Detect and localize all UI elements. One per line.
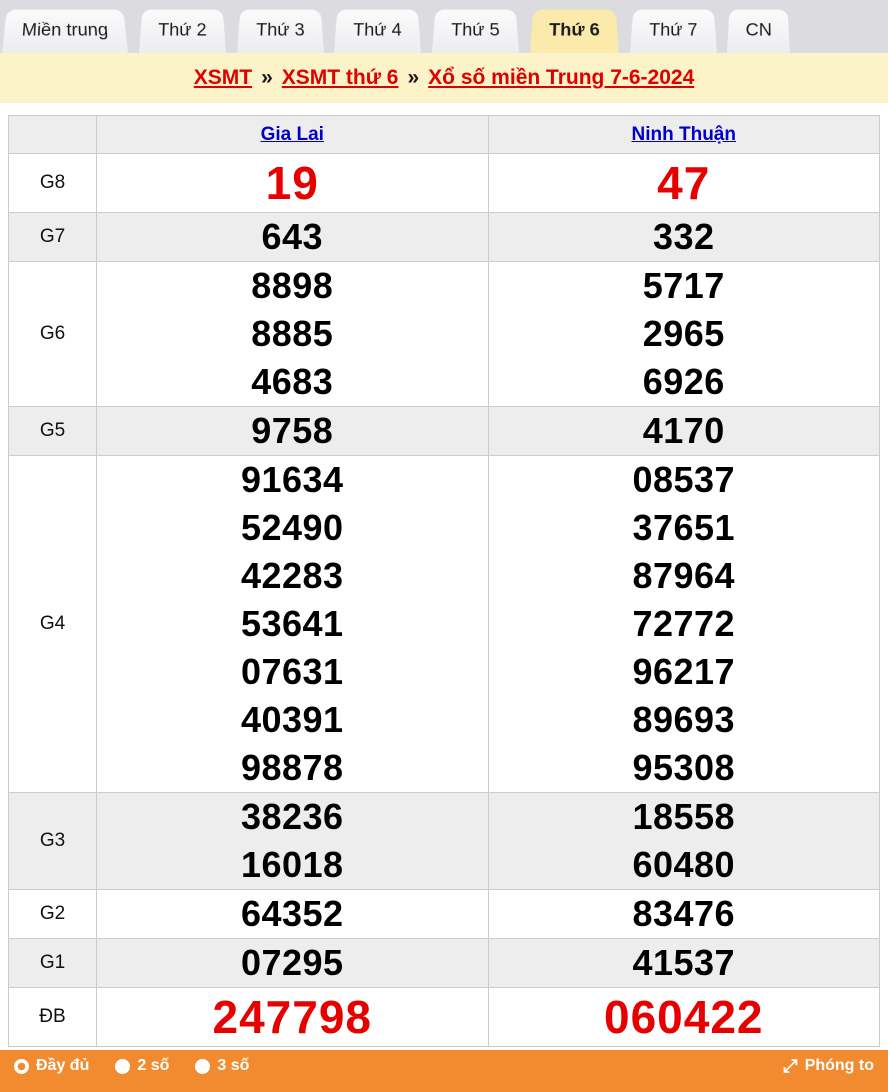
prize-number: 95308	[632, 747, 736, 788]
breadcrumb-link-xsmt[interactable]: XSMT	[193, 66, 253, 89]
prize-cell-g7-ninh-thuan	[488, 213, 880, 261]
prize-number: 643	[261, 216, 324, 257]
results-table	[8, 115, 880, 1047]
prize-cell-g5-gia-lai	[96, 407, 488, 455]
prize-cell-g1-ninh-thuan	[488, 939, 880, 987]
display-option-label: 3 số	[217, 1057, 250, 1074]
breadcrumb	[0, 53, 888, 103]
prize-number: 47	[657, 157, 711, 209]
zoom-button[interactable]	[783, 1057, 874, 1075]
prize-cell-g3-ninh-thuan	[488, 793, 880, 889]
prize-number: 332	[652, 216, 715, 257]
prize-number: 64352	[240, 893, 344, 934]
prize-number: 060422	[604, 991, 764, 1043]
table-header-row	[9, 116, 879, 153]
prize-row-g2	[9, 889, 879, 938]
prize-label: G2	[39, 903, 66, 924]
prize-cell-g5-ninh-thuan	[488, 407, 880, 455]
prize-cell-g2-ninh-thuan	[488, 890, 880, 938]
prize-row-g7	[9, 212, 879, 261]
prize-number: 8885	[251, 313, 334, 354]
radio-icon	[14, 1059, 29, 1074]
prize-number: 07631	[240, 651, 344, 692]
display-option-label: 2 số	[137, 1057, 170, 1074]
prize-cell-g8-gia-lai	[96, 154, 488, 212]
province-link-gia-lai[interactable]: Gia Lai	[260, 123, 324, 145]
prize-number: 72772	[632, 603, 736, 644]
prize-number: 83476	[632, 893, 736, 934]
prize-number: 6926	[642, 361, 725, 402]
prize-label: G1	[39, 952, 66, 973]
breadcrumb-separator: »	[407, 66, 420, 89]
expand-icon: ⤢	[783, 1055, 798, 1076]
tab-cn[interactable]: CN	[727, 10, 790, 53]
prize-label: G8	[39, 172, 66, 193]
prize-number: 4170	[642, 410, 725, 451]
footer-bar	[0, 1050, 888, 1092]
prize-label: G7	[39, 226, 66, 247]
tab-thu-7[interactable]: Thứ 7	[630, 10, 717, 53]
prize-cell-g4-gia-lai	[96, 456, 488, 792]
prize-number: 53641	[240, 603, 344, 644]
prize-number: 89693	[632, 699, 736, 740]
prize-number: 91634	[240, 459, 344, 500]
prize-cell-db-ninh-thuan	[488, 988, 880, 1046]
prize-number: 2965	[642, 313, 725, 354]
prize-cell-g7-gia-lai	[96, 213, 488, 261]
prize-number: 52490	[240, 507, 344, 548]
prize-number: 18558	[632, 796, 736, 837]
prize-number: 40391	[240, 699, 344, 740]
tab-thu-3[interactable]: Thứ 3	[237, 10, 324, 53]
prize-cell-g2-gia-lai	[96, 890, 488, 938]
radio-icon	[195, 1059, 210, 1074]
display-option-label: Đầy đủ	[36, 1057, 90, 1074]
tab-mien-trung[interactable]: Miền trung	[2, 10, 128, 53]
prize-cell-g6-ninh-thuan	[488, 262, 880, 406]
prize-row-g1	[9, 938, 879, 987]
prize-number: 41537	[632, 942, 736, 983]
prize-row-g6	[9, 261, 879, 406]
prize-label: G5	[39, 420, 66, 441]
breadcrumb-link-xsmt-thu-6[interactable]: XSMT thứ 6	[281, 66, 399, 89]
prize-row-db	[9, 987, 879, 1046]
prize-number: 5717	[642, 265, 725, 306]
prize-number: 96217	[632, 651, 736, 692]
prize-label: ĐB	[39, 1006, 66, 1027]
prize-number: 9758	[251, 410, 334, 451]
column-header-ninh-thuan	[488, 116, 880, 153]
prize-number: 42283	[240, 555, 344, 596]
tab-thu-2[interactable]: Thứ 2	[139, 10, 226, 53]
zoom-button-label: Phóng to	[804, 1057, 874, 1074]
prize-row-g5	[9, 406, 879, 455]
prize-cell-g3-gia-lai	[96, 793, 488, 889]
prize-label: G6	[39, 323, 66, 344]
prize-number: 19	[265, 157, 319, 209]
prize-label: G3	[39, 830, 66, 851]
prize-number: 4683	[251, 361, 334, 402]
prize-cell-g8-ninh-thuan	[488, 154, 880, 212]
display-option-2-so[interactable]	[115, 1057, 169, 1075]
display-mode-options	[14, 1057, 249, 1075]
prize-number: 87964	[632, 555, 736, 596]
prize-cell-g4-ninh-thuan	[488, 456, 880, 792]
prize-cell-db-gia-lai	[96, 988, 488, 1046]
tab-thu-5[interactable]: Thứ 5	[432, 10, 519, 53]
tab-thu-6[interactable]: Thứ 6	[530, 10, 619, 53]
breadcrumb-separator: »	[261, 66, 273, 89]
display-option-day-du[interactable]	[14, 1057, 89, 1075]
table-corner-cell	[9, 116, 96, 153]
column-header-gia-lai	[96, 116, 488, 153]
prize-row-g4	[9, 455, 879, 792]
prize-number: 8898	[251, 265, 334, 306]
weekday-tabbar	[0, 0, 888, 53]
prize-number: 37651	[632, 507, 736, 548]
prize-cell-g6-gia-lai	[96, 262, 488, 406]
prize-number: 16018	[240, 844, 344, 885]
prize-number: 60480	[632, 844, 736, 885]
radio-icon	[115, 1059, 130, 1074]
prize-number: 98878	[240, 747, 344, 788]
prize-row-g3	[9, 792, 879, 889]
province-link-ninh-thuan[interactable]: Ninh Thuận	[631, 123, 736, 145]
prize-number: 07295	[240, 942, 344, 983]
breadcrumb-link-xo-so-mien-trung-7-6-2024[interactable]: Xổ số miền Trung 7-6-2024	[428, 66, 695, 89]
display-option-3-so[interactable]	[195, 1057, 249, 1075]
prize-row-g8	[9, 153, 879, 212]
prize-number: 38236	[240, 796, 344, 837]
prize-label: G4	[39, 613, 66, 634]
prize-number: 247798	[212, 991, 372, 1043]
prize-number: 08537	[632, 459, 736, 500]
tab-thu-4[interactable]: Thứ 4	[334, 10, 421, 53]
prize-cell-g1-gia-lai	[96, 939, 488, 987]
